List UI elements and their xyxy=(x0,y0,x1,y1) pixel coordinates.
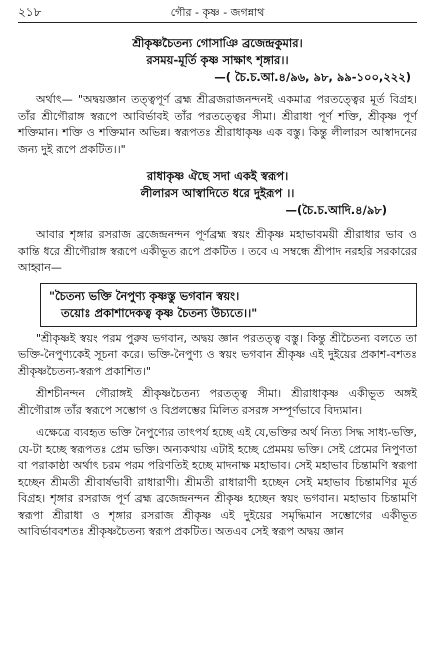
verse-2-line-2: লীলারস আস্বাদিতে ধরে দুইরূপ ।। xyxy=(140,186,295,200)
quote-box xyxy=(40,283,417,327)
page-header xyxy=(18,0,417,23)
verse-1-reference: —( চৈ.চ.আ.৪/৯৬, ৯৮, ৯৯-১০০,২২২) xyxy=(214,70,411,84)
verse-block-1 xyxy=(18,35,417,69)
verse-block-2 xyxy=(18,168,417,202)
verse-1-line-2: রসময়-মূর্তি কৃষ্ণ সাক্ষাৎ শৃঙ্গার।। xyxy=(146,53,289,67)
verse-2-line-1: রাধাকৃষ্ণ ঐছে সদা একই স্বরূপ। xyxy=(146,169,289,183)
verse-1-line-1: শ্রীকৃষ্ণচৈতন্য গোসাঞি ব্রজেন্দ্রকুমার। xyxy=(132,36,303,50)
paragraph-2: আবার শৃঙ্গার রসরাজ ব্রজেন্দ্রনন্দন পূর্ণব্রহ্ম স্বয়ং শ্রীকৃষ্ণ মহাভাবময়ী শ্রীরাধার ভাব ও কান্তি ধরে শ্রীগৌরাঙ্গ স্বরূপে একীভূত রূপে প্রকটিত । তবে এ সম্বন্ধে শ্রীপাদ নরহরি সরকারের আহ্বান— xyxy=(18,228,417,274)
running-title: গৌর - কৃষ্ণ - জগন্নাথ xyxy=(170,6,265,19)
paragraph-3: "শ্রীকৃষ্ণই স্বয়ং পরম পুরুষ ভগবান, অদ্বয় জ্ঞান পরতত্ত্ব বস্তু। কিন্তু শ্রীচৈতন্য বলতে তা ভক্তি-নৈপুণ্যকেই সূচনা করে। ভক্তি-নৈপুণ্য ও স্বয়ং ভগবান শ্রীকৃষ্ণ এই দুইয়ের প্রকাশ-বশতঃ শ্রীকৃষ্ণচৈতন্য-স্বরূপ প্রকাশিত।" xyxy=(18,331,417,378)
paragraph-4: শ্রীশচীনন্দন গৌরাঙ্গই শ্রীকৃষ্ণচৈতন্য পরতত্ত্ব সীমা। শ্রীরাধাকৃষ্ণ একীভূত অঙ্গই শ্রীগৌরাঙ্গ তাঁর স্বরূপে সম্ভোগ ও বিপ্রলম্ভের মিলিত রসরঙ্গ সম্পূর্ণভাবে বিদ্যমান। xyxy=(18,387,417,417)
page-number: ২১৮ xyxy=(18,5,42,19)
verse-3-line-1: "চৈতন্য ভক্তি নৈপুণ্য কৃষ্ণস্তু ভগবান স্বয়ং। xyxy=(49,288,240,303)
paragraph-1: অর্থাৎ— "অদ্বয়জ্ঞান তত্ত্বপূর্ণ ব্রহ্ম শ্রীব্রজরাজনন্দনই একমাত্র পরতত্ত্বের মূর্ত বিগ্রহ। তাঁর শ্রীগৌরাঙ্গ স্বরূপে আবির্ভাবই তাঁর পরতত্ত্বের সীমা। শ্রীরাধা পূর্ণ শক্তি, শ্রীকৃষ্ণ পূর্ণ শক্তিমান। শক্তি ও শক্তিমান অভিন্ন। স্বরূপতঃ শ্রীরাধাকৃষ্ণ এক বস্তু। কিন্তু লীলারস আস্বাদনের জন্য দুই রূপে প্রকটিত।।" xyxy=(18,93,417,156)
verse-2-reference: —(চৈ.চ.আদি.৪/৯৮) xyxy=(285,203,387,217)
verse-3-line-2: তয়োঃ প্রকাশাদেকত্ব কৃষ্ণ চৈতন্য উচ্যতে।।" xyxy=(61,305,258,320)
paragraph-5: এক্ষেত্রে ব্যবহৃত ভক্তি নৈপুণ্যের তাৎপর্য হচ্ছে এই যে,ভক্তির অর্থ নিত্য সিদ্ধ সাধ্য-ভক্তি, যে-টা হচ্ছে স্বরূপতঃ প্রেম ভক্তি। অন্যকথায় এটাই হচ্ছে প্রেমময় ভক্তি। সেই প্রেমের নিপুণতা বা পরাকাষ্ঠা অর্থাৎ চরম পরম পরিণতিই হচ্ছে মাদনাক্ষ মহাভাব। সেই মহাভাব চিন্তামণি স্বরূপা হচ্ছেন শ্রীমতী শ্রীবার্ষভাবী রাধারাণী। শ্রীমতী রাধারাণী হচ্ছেন সেই মহাভাব চিন্তামণির মূর্ত বিগ্রহ। শৃঙ্গার রসরাজ পূর্ণ ব্রহ্ম ব্রজেন্দ্রনন্দন শ্রীকৃষ্ণ হচ্ছেন স্বয়ং ভগবান। মহাভাব চিন্তামণি স্বরূপা শ্রীরাধা ও শৃঙ্গার রসরাজ শ্রীকৃষ্ণ এই দুইয়ের সমৃদ্ধিমান সম্ভোগের একীভূত আবির্ভাববশতঃ শ্রীকৃষ্ণচৈতন্য স্বরূপ প্রকটিত। অতএব সেই স্বরূপ অদ্বয় জ্ঞান xyxy=(18,426,417,538)
